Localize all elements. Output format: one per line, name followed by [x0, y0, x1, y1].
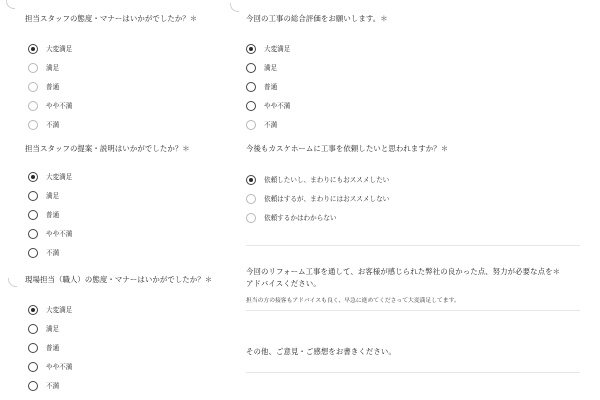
option-recommend-no[interactable] [246, 193, 389, 205]
radio-icon[interactable] [28, 210, 38, 220]
radio-icon[interactable] [246, 194, 256, 204]
option-label: 普通 [264, 83, 278, 91]
option-label: 大変満足 [46, 306, 73, 314]
option-label: 大変満足 [46, 45, 73, 53]
radio-icon[interactable] [28, 63, 38, 73]
question-title-feedback: 今回のリフォーム工事を通して、お客様が感じられた弊社の良かった点、努力が必要な点を＊ [246, 267, 561, 276]
radio-icon[interactable] [28, 101, 38, 111]
option-label: 不満 [46, 249, 60, 257]
radio-icon[interactable] [28, 362, 38, 372]
radio-selected-icon[interactable] [246, 44, 256, 54]
question-title-recommend: 今後もカスケホームに工事を依頼したいと思われますか？＊ [246, 144, 449, 153]
question-title-staff-proposal: 担当スタッフの提案・説明はいかがでしたか？＊ [25, 144, 190, 153]
radio-selected-icon[interactable] [28, 305, 38, 315]
question-title-other-comments: その他、ご意見・ご感想をお書きください。 [246, 347, 396, 356]
option-neutral[interactable] [28, 342, 59, 354]
radio-icon[interactable] [246, 213, 256, 223]
option-recommend-unsure[interactable] [246, 212, 337, 224]
option-dissatisfied[interactable] [246, 119, 277, 131]
option-very-satisfied[interactable] [246, 43, 290, 55]
option-label: やや不満 [46, 102, 73, 110]
radio-icon[interactable] [28, 229, 38, 239]
option-neutral[interactable] [28, 209, 59, 221]
radio-icon[interactable] [28, 120, 38, 130]
option-label: やや不満 [46, 363, 73, 371]
option-label: やや不満 [264, 102, 291, 110]
option-dissatisfied[interactable] [28, 247, 59, 259]
option-neutral[interactable] [28, 81, 59, 93]
option-satisfied[interactable] [28, 190, 59, 202]
option-satisfied[interactable] [28, 62, 59, 74]
question-title-overall-rating: 今回の工事の総合評価をお願いします。＊ [246, 14, 388, 23]
option-label: 依頼したいし、まわりにもおススメしたい [264, 176, 390, 184]
corner-decoration [230, 3, 239, 12]
radio-icon[interactable] [246, 63, 256, 73]
option-label: 満足 [264, 64, 278, 72]
option-somewhat-dissatisfied[interactable] [28, 361, 72, 373]
option-label: 満足 [46, 192, 60, 200]
option-label: 不満 [46, 121, 60, 129]
option-satisfied[interactable] [28, 323, 59, 335]
option-somewhat-dissatisfied[interactable] [28, 100, 72, 112]
option-label: やや不満 [46, 230, 73, 238]
feedback-answer-field[interactable]: 担当の方の接客もアドバイスも良く、早急に進めてくださって大変満足してます。 [246, 298, 460, 304]
option-label: 普通 [46, 83, 60, 91]
option-label: 依頼するかはわからない [264, 214, 337, 222]
option-dissatisfied[interactable] [28, 380, 59, 392]
corner-decoration [8, 278, 17, 287]
option-label: 大変満足 [264, 45, 291, 53]
option-label: 不満 [46, 382, 60, 390]
option-label: 普通 [46, 211, 60, 219]
radio-icon[interactable] [28, 248, 38, 258]
option-neutral[interactable] [246, 81, 277, 93]
option-dissatisfied[interactable] [28, 119, 59, 131]
radio-selected-icon[interactable] [28, 172, 38, 182]
option-label: 不満 [264, 121, 278, 129]
option-very-satisfied[interactable] [28, 304, 72, 316]
option-very-satisfied[interactable] [28, 171, 72, 183]
option-label: 普通 [46, 344, 60, 352]
option-somewhat-dissatisfied[interactable] [28, 228, 72, 240]
option-label: 満足 [46, 325, 60, 333]
radio-icon[interactable] [246, 101, 256, 111]
option-label: 依頼はするが、まわりにはおススメしない [264, 195, 390, 203]
divider [246, 245, 580, 246]
comment-field-underline[interactable] [246, 372, 580, 373]
radio-icon[interactable] [28, 343, 38, 353]
option-recommend-yes[interactable] [246, 174, 389, 186]
radio-icon[interactable] [28, 324, 38, 334]
radio-selected-icon[interactable] [28, 44, 38, 54]
radio-icon[interactable] [246, 120, 256, 130]
radio-icon[interactable] [246, 82, 256, 92]
question-title-craftsman-manner: 現場担当（職人）の態度・マナーはいかがでしたか？＊ [25, 275, 213, 284]
corner-decoration [6, 0, 15, 9]
radio-selected-icon[interactable] [246, 175, 256, 185]
option-satisfied[interactable] [246, 62, 277, 74]
radio-icon[interactable] [28, 191, 38, 201]
option-very-satisfied[interactable] [28, 43, 72, 55]
radio-icon[interactable] [28, 381, 38, 391]
radio-icon[interactable] [28, 82, 38, 92]
answer-underline [246, 310, 580, 311]
option-label: 大変満足 [46, 173, 73, 181]
question-title-feedback-line2: アドバイスください。 [246, 279, 321, 288]
question-title-staff-manner: 担当スタッフの態度・マナーはいかがでしたか？＊ [25, 14, 198, 23]
option-somewhat-dissatisfied[interactable] [246, 100, 290, 112]
option-label: 満足 [46, 64, 60, 72]
